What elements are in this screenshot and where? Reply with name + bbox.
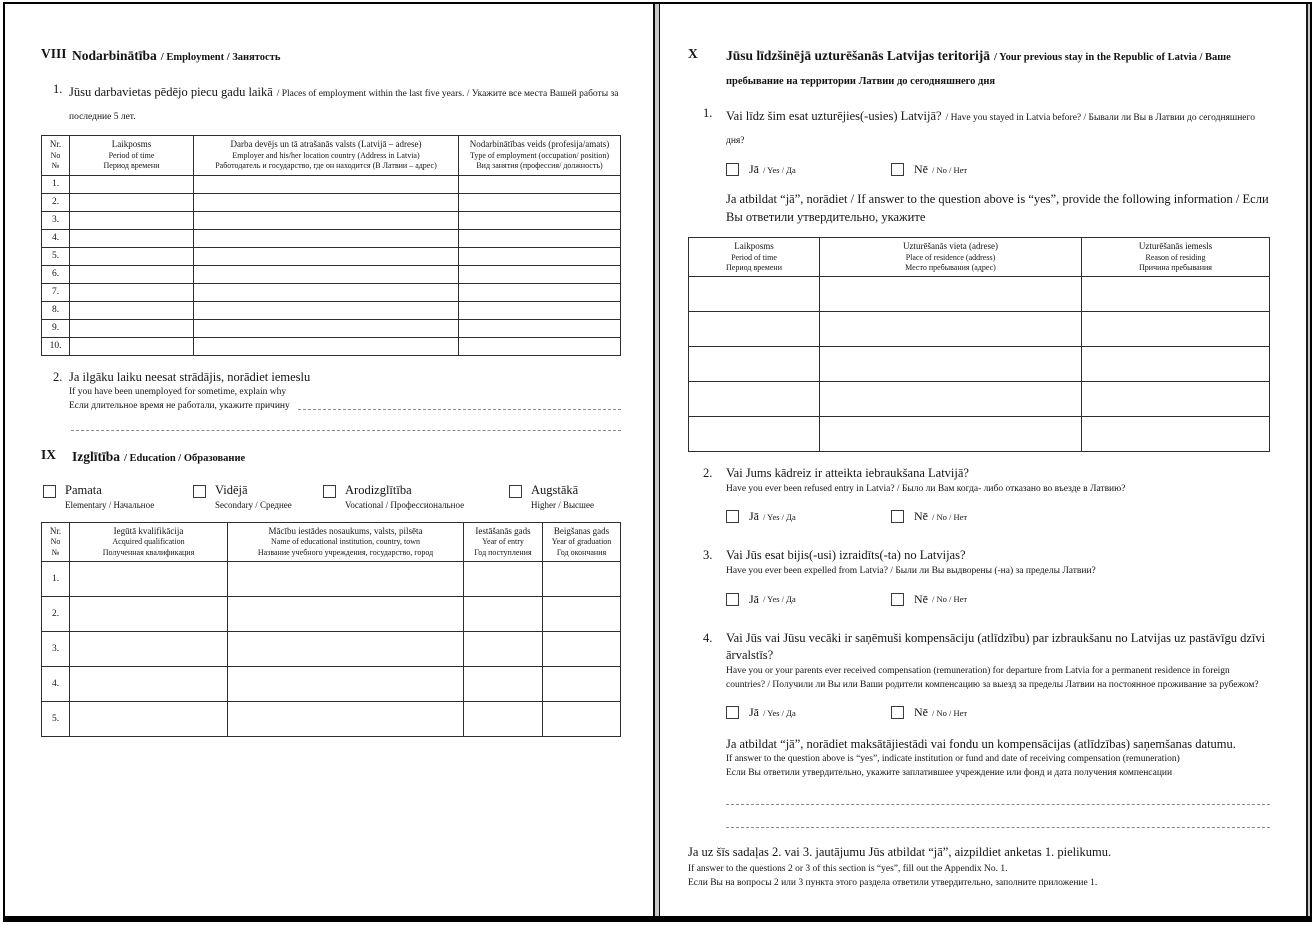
checkbox-q2-no[interactable] [891, 510, 904, 523]
answer-yes: Jā / Yes / Да [726, 704, 891, 721]
employment-type-cell[interactable] [459, 175, 621, 193]
stay-row [689, 347, 1270, 382]
checkbox-q1-no[interactable] [891, 163, 904, 176]
checkbox-q2-yes[interactable] [726, 510, 739, 523]
employment-type-cell[interactable] [459, 283, 621, 301]
section-number: IX [41, 447, 57, 463]
question-refused-entry: 2. Vai Jums kādreiz ir atteikta iebraukšana Latvijā? Have you ever been refused entry in Latvia? / Было ли Вам когда- либо отказано во въезде в Латвию? Jā / Yes / Да Nē / No / Нет [688, 465, 1270, 525]
education-entry-cell[interactable] [464, 561, 543, 596]
stay-period-cell[interactable] [689, 312, 820, 347]
employment-period-cell[interactable] [70, 319, 194, 337]
section-number: VIII [41, 46, 67, 61]
option-higher: Augstākā Higher / Высшее [509, 483, 594, 509]
row-number: 5. [42, 247, 70, 265]
employment-type-cell[interactable] [459, 301, 621, 319]
employment-table [41, 135, 621, 355]
employment-type-cell[interactable] [459, 247, 621, 265]
question-unemployed-reason: 2. Ja ilgāku laiku neesat strādājis, norādiet iemeslu If you have been unemployed for sometime, explain why Если длительное время не работали, укажите причину [41, 369, 621, 414]
employment-employer-cell[interactable] [194, 337, 459, 355]
stay-period-cell[interactable] [689, 277, 820, 312]
employment-type-cell[interactable] [459, 337, 621, 355]
question-expelled: 3. Vai Jūs esat bijis(-usi) izraidīts(-ta) no Latvijas? Have you ever been expelled from Latvia? / Были ли Вы выдворены (-на) за пределы Латвии? Jā / Yes / Да Nē / No / Нет [688, 547, 1270, 607]
stay-period-cell[interactable] [689, 382, 820, 417]
q2-answer-row [726, 508, 1270, 525]
education-qualification-cell[interactable] [70, 596, 228, 631]
stay-reason-cell[interactable] [1082, 277, 1270, 312]
row-number: 3. [42, 631, 70, 666]
education-qualification-cell[interactable] [70, 666, 228, 701]
education-row [42, 561, 621, 596]
col-header-employment-type: Nodarbinātības veids (profesija/amats) Type of employment (occupation/ position) Вид занятия (профессия/ должность) [459, 136, 621, 175]
checkbox-secondary[interactable] [193, 485, 206, 498]
section-ix-heading [41, 445, 621, 469]
employment-table-header [42, 136, 621, 175]
row-number: 4. [42, 666, 70, 701]
col-header-residence-place: Uzturēšanās vieta (adrese) Place of residence (address) Место пребывания (адрес) [820, 237, 1082, 276]
col-header-institution: Mācību iestādes nosaukums, valsts, pilsēta Name of educational institution, country, town Название учебного учреждения, государство, город [228, 522, 464, 561]
employment-row [42, 319, 621, 337]
row-number: 1. [42, 561, 70, 596]
employment-period-cell[interactable] [70, 193, 194, 211]
employment-type-cell[interactable] [459, 319, 621, 337]
write-in-line[interactable] [298, 409, 621, 410]
form-page-left [5, 4, 655, 916]
education-institution-cell[interactable] [228, 561, 464, 596]
employment-row [42, 193, 621, 211]
employment-row [42, 175, 621, 193]
employment-type-cell[interactable] [459, 211, 621, 229]
employment-period-cell[interactable] [70, 337, 194, 355]
education-qualification-cell[interactable] [70, 561, 228, 596]
row-number: 1. [42, 175, 70, 193]
stay-reason-cell[interactable] [1082, 312, 1270, 347]
employment-period-cell[interactable] [70, 211, 194, 229]
employment-type-cell[interactable] [459, 265, 621, 283]
section-title: Jūsu līdzšinējā uzturēšanās Latvijas teritorijā / Your previous stay in the Republic of Latvia / Ваше пребывание на территории Латвии до сегодняшнего дня [726, 48, 1231, 87]
education-row [42, 631, 621, 666]
checkbox-elementary[interactable] [43, 485, 56, 498]
education-entry-cell[interactable] [464, 701, 543, 736]
stay-reason-cell[interactable] [1082, 382, 1270, 417]
write-in-line[interactable] [726, 803, 1270, 805]
education-graduation-cell[interactable] [543, 701, 621, 736]
stay-row [689, 277, 1270, 312]
question-number: 1. [53, 82, 63, 96]
answer-yes: Jā / Yes / Да [726, 162, 891, 177]
employment-employer-cell[interactable] [194, 265, 459, 283]
employment-period-cell[interactable] [70, 301, 194, 319]
employment-row [42, 283, 621, 301]
option-vocational: Arodizglītība Vocational / Профессиональное [323, 483, 509, 509]
row-number: 2. [42, 596, 70, 631]
option-elementary: Pamata Elementary / Начальное [43, 483, 193, 509]
col-header-employer: Darba devējs un tā atrašanās valsts (Latvijā – adrese) Employer and his/her location country (Address in Latvia) Работодатель и государство, где он находится (В Латвии – адрес) [194, 136, 459, 175]
education-table [41, 522, 621, 737]
option-secondary: Vidējā Secondary / Среднее [193, 483, 323, 509]
stay-table-header [689, 237, 1270, 276]
stay-row [689, 312, 1270, 347]
education-graduation-cell[interactable] [543, 666, 621, 701]
question-number: 3. [703, 548, 713, 563]
row-number: 6. [42, 265, 70, 283]
education-row [42, 701, 621, 736]
employment-row [42, 265, 621, 283]
education-graduation-cell[interactable] [543, 561, 621, 596]
q1-if-yes-note: Ja atbildat “jā”, norādiet / If answer to the question above is “yes”, provide the following information / Если Вы ответили утвердительно, укажите [726, 192, 1269, 225]
education-qualification-cell[interactable] [70, 701, 228, 736]
employment-period-cell[interactable] [70, 247, 194, 265]
stay-row [689, 417, 1270, 452]
education-level-options [43, 483, 621, 509]
education-entry-cell[interactable] [464, 666, 543, 701]
stay-reason-cell[interactable] [1082, 417, 1270, 452]
q1-answer-row [726, 162, 1270, 177]
stay-place-cell[interactable] [820, 277, 1082, 312]
stay-reason-cell[interactable] [1082, 347, 1270, 382]
stay-place-cell[interactable] [820, 312, 1082, 347]
stay-period-cell[interactable] [689, 347, 820, 382]
scan-frame [3, 2, 1312, 922]
education-row [42, 596, 621, 631]
education-institution-cell[interactable] [228, 701, 464, 736]
section-viii-heading [41, 44, 621, 68]
question-compensation: 4. Vai Jūs vai Jūsu vecāki ir saņēmuši kompensāciju (atlīdzību) par izbraukšanu no Latvijas uz pastāvīgu dzīvi ārvalstīs? Have you or your parents ever received compensation (remuneration) for departure from Latvia for a permanent residence in foreign countries? / Получили ли Вы или Ваши родители компенсацию за выезд за пределы Латвии на постоянное проживание за рубежом? Jā / Yes / Да Nē / No / Нет [688, 630, 1270, 722]
form-page-right [659, 4, 1308, 916]
col-header-nr: Nr. No № [42, 136, 70, 175]
checkbox-q1-yes[interactable] [726, 163, 739, 176]
checkbox-q4-no[interactable] [891, 706, 904, 719]
answer-yes: Jā / Yes / Да [726, 508, 891, 525]
employment-row [42, 211, 621, 229]
section-title: Izglītība / Education / Образование [72, 449, 246, 465]
question-number: 4. [703, 630, 713, 645]
row-number: 8. [42, 301, 70, 319]
stay-row [689, 382, 1270, 417]
stay-place-cell[interactable] [820, 417, 1082, 452]
write-in-line[interactable] [71, 429, 621, 431]
employment-employer-cell[interactable] [194, 247, 459, 265]
row-number: 9. [42, 319, 70, 337]
employment-employer-cell[interactable] [194, 211, 459, 229]
employment-employer-cell[interactable] [194, 301, 459, 319]
employment-row [42, 229, 621, 247]
answer-no: Nē / No / Нет [891, 704, 967, 721]
row-number: 4. [42, 229, 70, 247]
row-number: 2. [42, 193, 70, 211]
employment-employer-cell[interactable] [194, 175, 459, 193]
row-number: 3. [42, 211, 70, 229]
checkbox-vocational[interactable] [323, 485, 336, 498]
row-number: 7. [42, 283, 70, 301]
answer-no: Nē / No / Нет [891, 162, 967, 177]
employment-employer-cell[interactable] [194, 229, 459, 247]
employment-period-cell[interactable] [70, 229, 194, 247]
col-header-nr: Nr. No № [42, 522, 70, 561]
education-row [42, 666, 621, 701]
employment-row [42, 247, 621, 265]
previous-stay-table [688, 237, 1270, 452]
section-x-heading [688, 44, 1270, 92]
col-header-period: Laikposms Period of time Период времени [70, 136, 194, 175]
appendix-instruction: Ja uz šīs sadaļas 2. vai 3. jautājumu Jūs atbildat “jā”, aizpildiet anketas 1. pielikumu. If answer to the questions 2 or 3 of this section is “yes”, fill out the Appendix No. 1. Если Вы на вопросы 2 или 3 пункта этого раздела ответили утвердительно, заполните приложение 1. [688, 844, 1112, 888]
education-graduation-cell[interactable] [543, 631, 621, 666]
section-title: Nodarbinātība / Employment / Занятость [72, 48, 281, 63]
employment-type-cell[interactable] [459, 229, 621, 247]
education-entry-cell[interactable] [464, 631, 543, 666]
q3-answer-row [726, 591, 1270, 608]
write-in-line[interactable] [726, 826, 1270, 828]
q4-answer-row [726, 704, 1270, 721]
question-stayed-before: 1. Vai līdz šim esat uzturējies(-usies) Latvijā? / Have you stayed in Latvia before? / Бывали ли Вы в Латвии до сегодняшнего дня? [688, 105, 1270, 150]
employment-employer-cell[interactable] [194, 193, 459, 211]
question-number: 2. [703, 466, 713, 481]
education-institution-cell[interactable] [228, 666, 464, 701]
col-header-year-entry: Iestāšanās gads Year of entry Год поступления [464, 522, 543, 561]
col-header-residing-reason: Uzturēšanās iemesls Reason of residing Причина пребывания [1082, 237, 1270, 276]
employment-employer-cell[interactable] [194, 283, 459, 301]
answer-no: Nē / No / Нет [891, 508, 967, 525]
answer-no: Nē / No / Нет [891, 591, 967, 608]
employment-period-cell[interactable] [70, 265, 194, 283]
employment-row [42, 301, 621, 319]
col-header-qualification: Iegūtā kvalifikācija Acquired qualification Полученная квалификация [70, 522, 228, 561]
employment-type-cell[interactable] [459, 193, 621, 211]
stay-place-cell[interactable] [820, 347, 1082, 382]
col-header-year-graduation: Beigšanas gads Year of graduation Год окончания [543, 522, 621, 561]
education-graduation-cell[interactable] [543, 596, 621, 631]
employment-period-cell[interactable] [70, 175, 194, 193]
education-institution-cell[interactable] [228, 596, 464, 631]
checkbox-q3-yes[interactable] [726, 593, 739, 606]
employment-period-cell[interactable] [70, 283, 194, 301]
q4-if-yes-note: Ja atbildat “jā”, norādiet maksātājiestādi vai fondu un kompensācijas (atlīdzības) saņemšanas datumu. If answer to the question above is “yes”, indicate institution or fund and date of receiving compensation (remuneration) Если Вы ответили утвердительно, укажите заплатившее учреждение или фонд и дата получения компенсации [726, 737, 1236, 779]
checkbox-higher[interactable] [509, 485, 522, 498]
col-header-period: Laikposms Period of time Период времени [689, 237, 820, 276]
checkbox-q3-no[interactable] [891, 593, 904, 606]
stay-period-cell[interactable] [689, 417, 820, 452]
education-table-header [42, 522, 621, 561]
question-number: 2. [53, 369, 63, 384]
education-institution-cell[interactable] [228, 631, 464, 666]
answer-yes: Jā / Yes / Да [726, 591, 891, 608]
row-number: 5. [42, 701, 70, 736]
education-entry-cell[interactable] [464, 596, 543, 631]
checkbox-q4-yes[interactable] [726, 706, 739, 719]
question-number: 1. [703, 106, 713, 120]
row-number: 10. [42, 337, 70, 355]
stay-place-cell[interactable] [820, 382, 1082, 417]
employment-row [42, 337, 621, 355]
question-employment-places: 1. Jūsu darbavietas pēdējo piecu gadu laikā / Places of employment within the last five years. / Укажите все места Вашей работы за последние 5 лет. [41, 81, 621, 126]
section-number: X [688, 46, 698, 61]
education-qualification-cell[interactable] [70, 631, 228, 666]
employment-employer-cell[interactable] [194, 319, 459, 337]
